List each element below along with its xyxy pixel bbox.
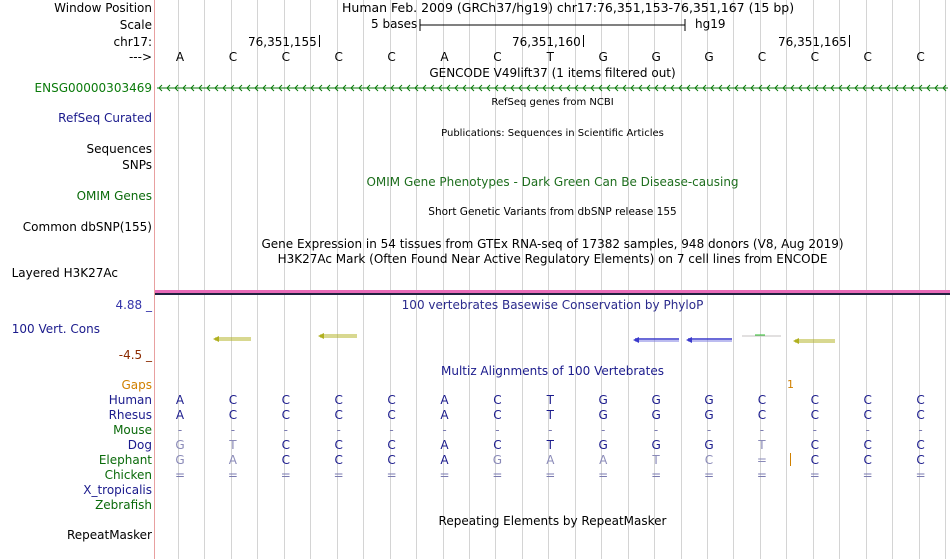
aligned-base: - bbox=[336, 423, 341, 437]
aligned-base: = bbox=[809, 468, 820, 482]
reference-base: G bbox=[704, 50, 714, 64]
aligned-base: A bbox=[440, 438, 449, 452]
aligned-base: C bbox=[281, 438, 290, 452]
coord-label-1: 76,351,155 bbox=[248, 35, 320, 49]
aligned-base: G bbox=[651, 393, 661, 407]
reference-base: A bbox=[440, 50, 449, 64]
aligned-base: - bbox=[177, 423, 183, 437]
aligned-base: G bbox=[492, 453, 503, 467]
aligned-base: C bbox=[281, 393, 290, 407]
aligned-base: G bbox=[704, 438, 714, 452]
assembly-label: hg19 bbox=[695, 17, 726, 31]
gap-marker: 1 bbox=[787, 378, 794, 391]
species-label-x_tropicalis[interactable]: X_tropicalis bbox=[83, 483, 152, 497]
aligned-base: C bbox=[493, 438, 502, 452]
aligned-base: A bbox=[440, 393, 449, 407]
reference-base: C bbox=[334, 50, 343, 64]
aligned-base: = bbox=[915, 468, 926, 482]
aligned-base: = bbox=[492, 468, 503, 482]
h3k27ac-baseline bbox=[155, 293, 950, 295]
sequences-track-label[interactable]: Sequences bbox=[86, 142, 152, 156]
multiz-track-title[interactable]: Multiz Alignments of 100 Vertebrates bbox=[440, 364, 665, 378]
species-label-rhesus[interactable]: Rhesus bbox=[108, 408, 152, 422]
coord-label-2: 76,351,160 bbox=[512, 35, 584, 49]
snps-track-label[interactable]: SNPs bbox=[122, 158, 152, 172]
reference-base: T bbox=[546, 50, 554, 64]
scale-label: Scale bbox=[119, 18, 152, 32]
aligned-base: = bbox=[174, 468, 186, 482]
aligned-base: - bbox=[918, 423, 923, 437]
aligned-base: C bbox=[757, 408, 767, 422]
aligned-base: - bbox=[812, 423, 817, 437]
aligned-base: C bbox=[863, 453, 872, 467]
strand-arrow-label[interactable]: ---> bbox=[128, 50, 152, 64]
coord-label-3: 76,351,165 bbox=[778, 35, 850, 49]
phylop-track-title[interactable]: 100 vertebrates Basewise Conservation by PhyloP bbox=[401, 298, 704, 312]
aligned-base: G bbox=[598, 408, 608, 422]
species-label-human[interactable]: Human bbox=[108, 393, 152, 407]
aligned-base: - bbox=[653, 423, 659, 437]
phylop-track-label[interactable]: 100 Vert. Cons bbox=[11, 322, 100, 336]
aligned-base: C bbox=[281, 453, 290, 467]
aligned-base: = bbox=[545, 468, 556, 482]
aligned-base: C bbox=[228, 393, 238, 407]
chrom-label: chr17: bbox=[113, 35, 152, 49]
aligned-base: = bbox=[227, 468, 238, 482]
omim-track-title[interactable]: OMIM Gene Phenotypes - Dark Green Can Be Disease-causing bbox=[366, 175, 739, 189]
aligned-base: G bbox=[175, 438, 185, 452]
aligned-base: C bbox=[334, 408, 343, 422]
aligned-base: = bbox=[333, 468, 344, 482]
repeatmasker-track-title[interactable]: Repeating Elements by RepeatMasker bbox=[438, 514, 667, 528]
aligned-base: T bbox=[546, 393, 554, 407]
aligned-base: - bbox=[230, 423, 236, 437]
aligned-base: = bbox=[386, 468, 397, 482]
aligned-base: A bbox=[228, 453, 237, 467]
scale-text: 5 bases bbox=[371, 17, 418, 31]
aligned-base: C bbox=[387, 453, 396, 467]
h3k27ac-track-title[interactable]: H3K27Ac Mark (Often Found Near Active Regulatory Elements) on 7 cell lines from ENCODE bbox=[277, 252, 828, 266]
aligned-base: = bbox=[598, 468, 609, 482]
aligned-base: = bbox=[756, 453, 767, 467]
aligned-base: - bbox=[442, 423, 447, 437]
reference-base: C bbox=[863, 50, 872, 64]
reference-base: C bbox=[493, 50, 502, 64]
aligned-base: A bbox=[440, 408, 449, 422]
repeatmasker-track-label[interactable]: RepeatMasker bbox=[66, 528, 152, 542]
phylop-max-label: 4.88 _ bbox=[115, 298, 152, 312]
aligned-base: C bbox=[916, 393, 925, 407]
aligned-base: A bbox=[599, 453, 608, 467]
reference-base: C bbox=[757, 50, 767, 64]
aligned-base: C bbox=[916, 408, 925, 422]
aligned-base: - bbox=[865, 423, 870, 437]
aligned-base: C bbox=[334, 438, 343, 452]
species-label-dog[interactable]: Dog bbox=[127, 438, 152, 452]
aligned-base: C bbox=[916, 453, 925, 467]
position-title: Human Feb. 2009 (GRCh37/hg19) chr17:76,351,153-76,351,167 (15 bp) bbox=[342, 0, 795, 15]
omim-track-label[interactable]: OMIM Genes bbox=[76, 189, 152, 203]
gencode-transcript[interactable] bbox=[155, 82, 950, 94]
species-label-zebrafish[interactable]: Zebrafish bbox=[95, 498, 152, 512]
aligned-base: A bbox=[440, 453, 449, 467]
aligned-base: C bbox=[704, 453, 714, 467]
aligned-base: C bbox=[757, 393, 767, 407]
refseq-track-label[interactable]: RefSeq Curated bbox=[58, 111, 152, 125]
aligned-base: G bbox=[704, 408, 714, 422]
phylop-signal[interactable] bbox=[155, 330, 950, 346]
aligned-base: C bbox=[863, 393, 872, 407]
track-label-column bbox=[0, 0, 154, 559]
aligned-base: C bbox=[863, 408, 872, 422]
aligned-base: A bbox=[175, 408, 185, 422]
aligned-base: = bbox=[439, 468, 450, 482]
phylop-min-label: -4.5 _ bbox=[118, 348, 152, 362]
publications-track-title[interactable]: Publications: Sequences in Scientific Articles bbox=[441, 128, 664, 139]
h3k27ac-track-label[interactable]: Layered H3K27Ac bbox=[11, 266, 118, 280]
gencode-item-label[interactable]: ENSG00000303469 bbox=[34, 81, 152, 95]
gencode-track-title[interactable]: GENCODE V49lift37 (1 items filtered out) bbox=[429, 66, 676, 80]
aligned-base: T bbox=[229, 438, 237, 452]
aligned-base: = bbox=[756, 468, 767, 482]
aligned-base: C bbox=[810, 408, 819, 422]
aligned-base: - bbox=[759, 423, 765, 437]
aligned-base: G bbox=[598, 393, 608, 407]
aligned-base: C bbox=[228, 408, 238, 422]
reference-base: C bbox=[916, 50, 925, 64]
aligned-base: = bbox=[862, 468, 873, 482]
dbsnp-track-label[interactable]: Common dbSNP(155) bbox=[22, 220, 152, 234]
dbsnp-track-title[interactable]: Short Genetic Variants from dbSNP release 155 bbox=[428, 206, 677, 218]
reference-base: C bbox=[228, 50, 238, 64]
aligned-base: G bbox=[175, 453, 185, 467]
aligned-base: G bbox=[651, 438, 661, 452]
aligned-base: C bbox=[863, 438, 872, 452]
aligned-base: C bbox=[387, 438, 396, 452]
aligned-base: C bbox=[810, 438, 819, 452]
aligned-base: C bbox=[810, 393, 819, 407]
aligned-base: C bbox=[493, 393, 502, 407]
aligned-base: G bbox=[651, 408, 661, 422]
aligned-base: G bbox=[704, 393, 714, 407]
aligned-base: - bbox=[601, 423, 606, 437]
aligned-base: - bbox=[389, 423, 394, 437]
gaps-track-label[interactable]: Gaps bbox=[121, 378, 152, 392]
aligned-base: = bbox=[651, 468, 662, 482]
reference-base: C bbox=[281, 50, 290, 64]
aligned-base: C bbox=[281, 408, 290, 422]
aligned-base: - bbox=[706, 423, 712, 437]
aligned-base: T bbox=[546, 408, 554, 422]
aligned-base: - bbox=[283, 423, 288, 437]
aligned-base: = bbox=[280, 468, 291, 482]
reference-base: G bbox=[651, 50, 661, 64]
gtex-track-title[interactable]: Gene Expression in 54 tissues from GTEx RNA-seq of 17382 samples, 948 donors (V8, Aug 2019) bbox=[261, 237, 844, 251]
aligned-base: - bbox=[548, 423, 553, 437]
aligned-base: G bbox=[598, 438, 608, 452]
aligned-base: T bbox=[546, 438, 554, 452]
aligned-base: C bbox=[493, 408, 502, 422]
aligned-base: - bbox=[495, 423, 500, 437]
refseq-track-title[interactable]: RefSeq genes from NCBI bbox=[491, 97, 614, 108]
aligned-base: A bbox=[175, 393, 185, 407]
aligned-base: C bbox=[387, 393, 396, 407]
aligned-base: T bbox=[652, 453, 660, 467]
reference-base: C bbox=[387, 50, 396, 64]
aligned-base: = bbox=[703, 468, 715, 482]
species-label-chicken[interactable]: Chicken bbox=[104, 468, 152, 482]
aligned-base: T bbox=[758, 438, 766, 452]
aligned-base: C bbox=[334, 393, 343, 407]
aligned-base: A bbox=[546, 453, 555, 467]
window-position-label: Window Position bbox=[54, 1, 152, 15]
scale-bar bbox=[419, 18, 687, 32]
reference-base: C bbox=[810, 50, 819, 64]
species-label-elephant[interactable]: Elephant bbox=[98, 453, 152, 467]
aligned-base: C bbox=[387, 408, 396, 422]
species-label-mouse[interactable]: Mouse bbox=[113, 423, 152, 437]
reference-base: G bbox=[598, 50, 608, 64]
aligned-base: C bbox=[810, 453, 819, 467]
reference-base: A bbox=[175, 50, 185, 64]
aligned-base: C bbox=[916, 438, 925, 452]
aligned-base: C bbox=[334, 453, 343, 467]
elephant-gap-bar bbox=[790, 453, 791, 466]
